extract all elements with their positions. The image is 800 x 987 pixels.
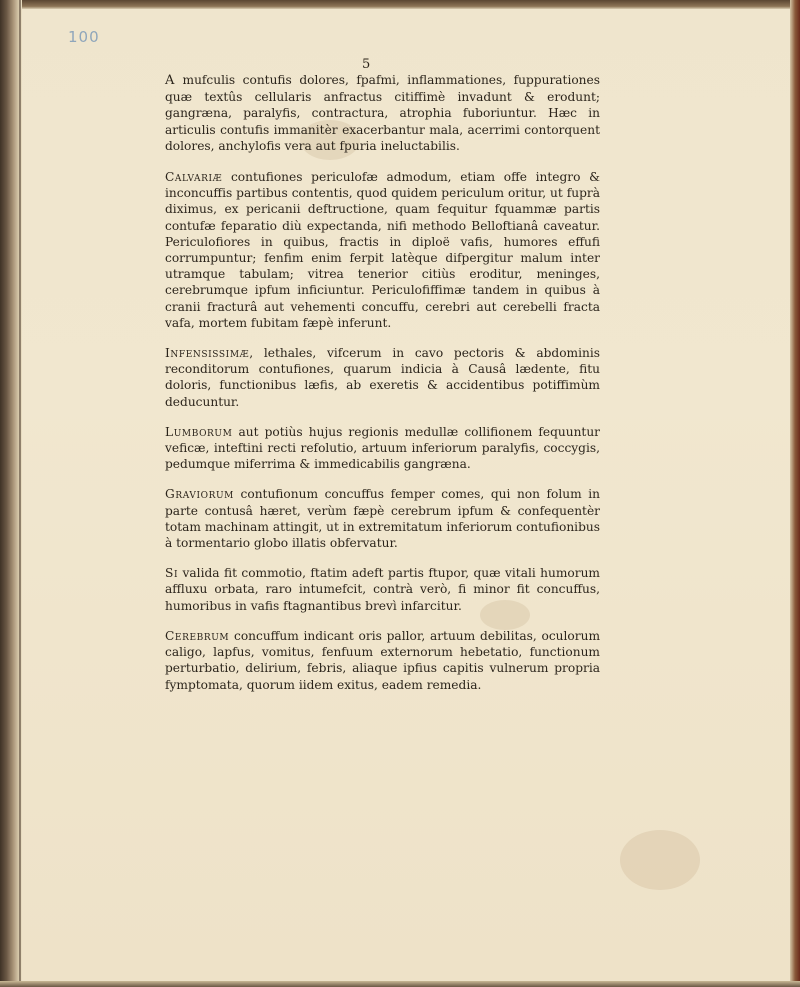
main-text [165, 72, 600, 707]
page-bottom-edge [0, 981, 800, 987]
signature-mark: 5 [362, 57, 371, 72]
paragraph-text: concuffum indicant oris pallor, artuum debilitas, oculorum caligo, lapfus, vomitus, fenfuum externorum hebetatio, functionum perturbatio, delirium, febris, aliaque ipfius capitis vulnerum propria fymptomata, quorum iidem exitus, eadem remedia. [165, 628, 600, 692]
paragraph-lead: Calvariæ [165, 170, 223, 185]
paragraph-text: valida fit commotio, ftatim adeft partis ftupor, quæ vitali humorum affluxu orbata, raro intumefcit, contrà verò, fi minor fit concuffus, humoribus in vafis ftagnantibus brevì infarcitur. [165, 566, 600, 613]
paragraph-lead: A [165, 73, 175, 88]
paragraph-lead: Si [165, 566, 179, 581]
paragraph-lead: Graviorum [165, 487, 234, 502]
page-top-edge [0, 0, 800, 9]
paragraph-lead: Lumborum [165, 424, 233, 439]
paragraph-calvariae [165, 169, 600, 331]
paragraph-infensissimae [165, 345, 600, 410]
pencil-folio-number: 100 [68, 28, 100, 46]
paragraph-text: contufiones periculofæ admodum, etiam offe integro & inconcuffis partibus contentis, quod quidem periculum oritur, ut fuprà diximus, ex pericanii deftructione, quam fequitur fquammæ partis contufæ feparatio diù expectanda, nifi methodo Belloftianâ caveatur. Periculofiores in quibus, fractis in diploë vafis, humores effufi corrumpuntur; fenfim enim ferpit latèque difpergitur malum inter utramque tabulam; vitrea tenerior citiùs eroditur, meninges, cerebrumque ipfum inficiuntur. Periculofiffimæ tandem in quibus à cranii fracturâ aut vehementi concuffu, cerebri aut cerebelli fracta vafa, mortem fubitam fæpè inferunt. [165, 170, 600, 330]
paragraph-text: , lethales, vifcerum in cavo pectoris & abdominis reconditorum contufiones, quarum indicia à Causâ lædente, fitu doloris, functionibus læfis, ab exeretis & accidentibus potiffimùm deducuntur. [165, 346, 600, 409]
paper-stain [620, 830, 700, 890]
paragraph-lead: Infensissimæ [165, 346, 250, 361]
paragraph-si-valida [165, 565, 600, 614]
paragraph-musculi [165, 72, 600, 154]
page-right-edge [790, 0, 800, 987]
gutter-line [19, 0, 21, 987]
paragraph-cerebrum [165, 628, 600, 693]
paragraph-text: aut potiùs hujus regionis medullæ collifionem fequuntur veficæ, inteftini recti refolutio, artuum inferiorum paralyfis, coccygis, pedumque miferrima & immedicabilis gangræna. [165, 424, 600, 472]
paragraph-text: mufculis contufis dolores, fpafmi, inflammationes, fuppurationes quæ textûs cellularis anfractus citiffimè invadunt & erodunt; gangræna, paralyfis, contractura, atrophia fuboriuntur. Hæc in articulis contufis immanitèr exacerbantur mala, acerrimi contorquent dolores, anchylofis vera aut fpuria ineluctabilis. [165, 73, 600, 153]
paragraph-lumborum [165, 424, 600, 473]
paragraph-graviorum [165, 486, 600, 551]
paragraph-text: contufionum concuffus femper comes, qui non folum in parte contusâ hæret, verùm fæpè cerebrum ipfum & confequentèr totam machinam attingit, ut in extremitatum inferiorum contufionibus à tormentario globo illatis obfervatur. [165, 487, 600, 551]
paragraph-lead: Cerebrum [165, 628, 230, 643]
